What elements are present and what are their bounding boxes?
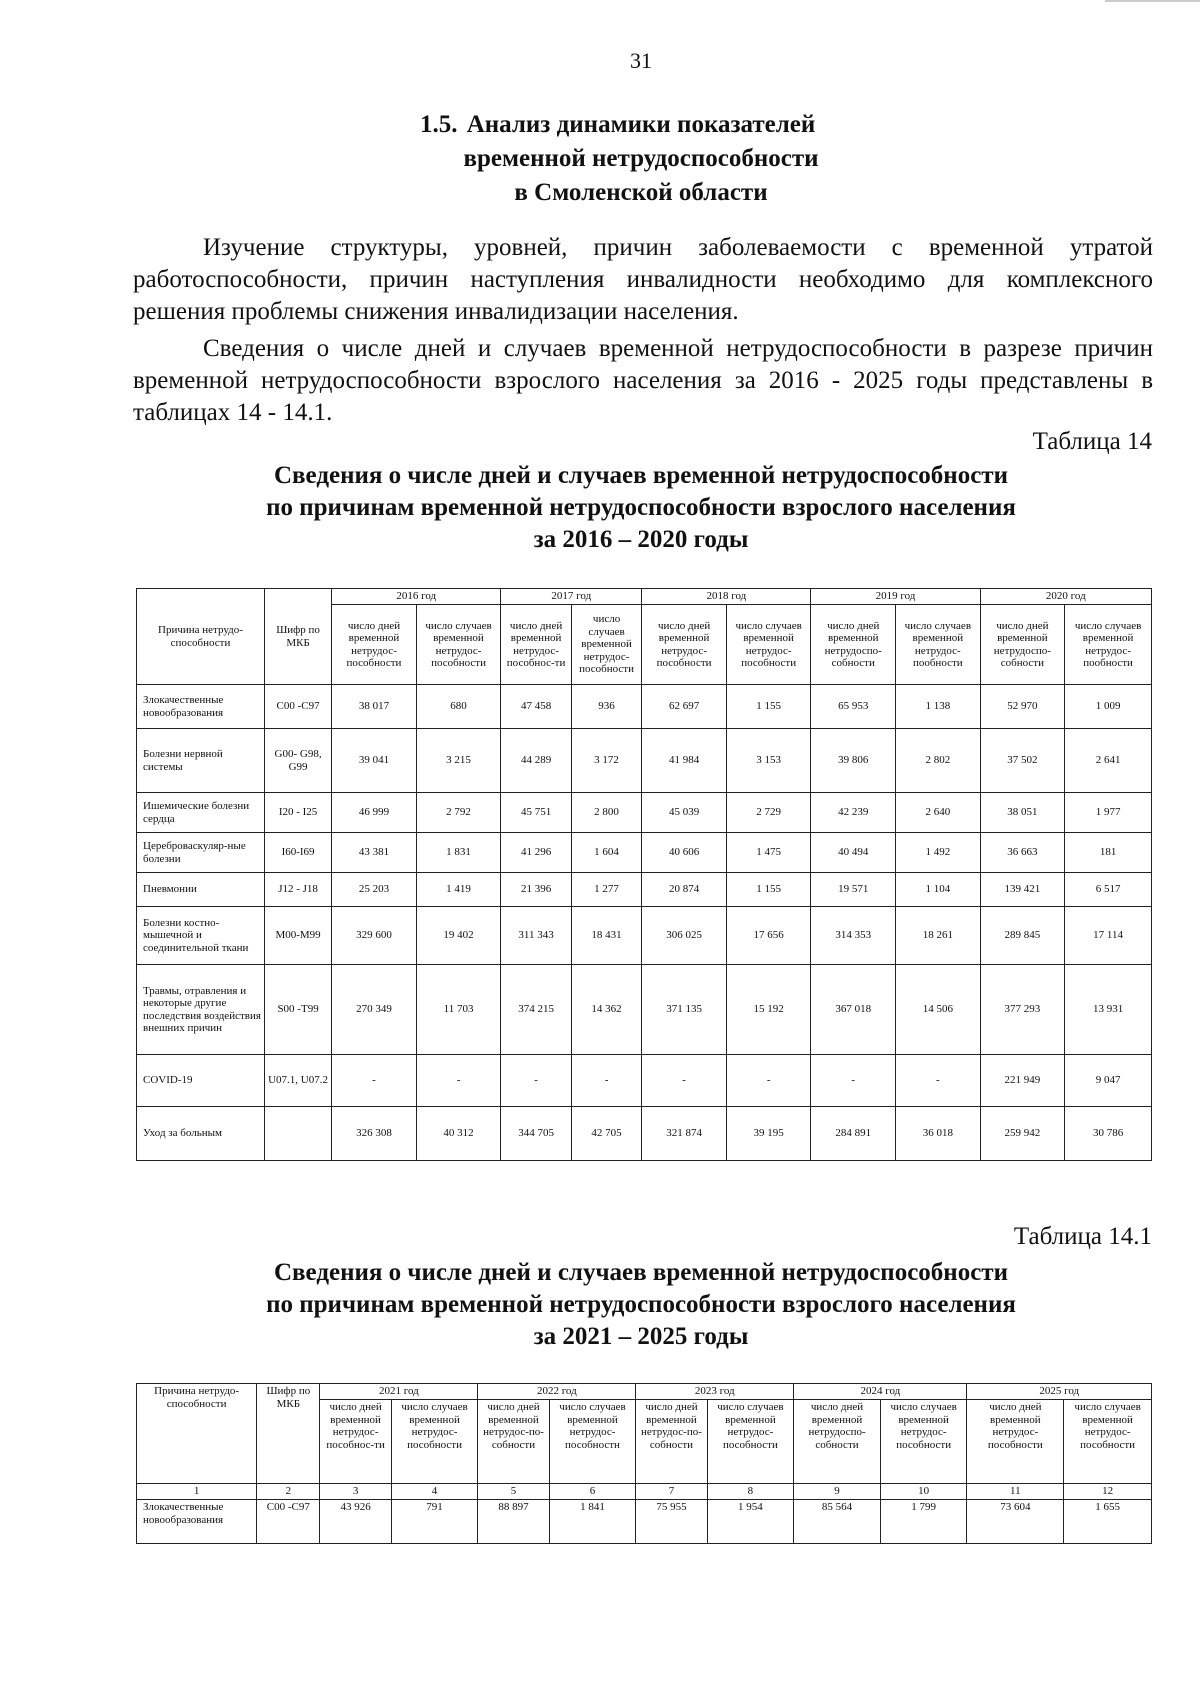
cause-cell: Злокачественные новообразования	[137, 685, 265, 729]
scan-edge-mark	[1105, 0, 1200, 2]
code-cell: S00 -T99	[264, 965, 331, 1055]
value-cell: 1 104	[896, 873, 981, 907]
table-row	[137, 965, 1152, 1055]
value-cell: 367 018	[811, 965, 896, 1055]
value-cell: 62 697	[642, 685, 727, 729]
column-number: 8	[707, 1484, 794, 1500]
value-cell: 46 999	[332, 793, 417, 833]
header-metric: число случаев временной нетрудос-пособности	[726, 605, 811, 685]
value-cell: 311 343	[501, 907, 571, 965]
value-cell: 18 261	[896, 907, 981, 965]
value-cell: 1 492	[896, 833, 981, 873]
value-cell: 181	[1065, 833, 1152, 873]
value-cell: 791	[391, 1500, 478, 1544]
value-cell: 30 786	[1065, 1107, 1152, 1161]
table-row	[137, 793, 1152, 833]
header-metric: число дней временной нетрудоспо-собности	[980, 605, 1065, 685]
header-metric: число дней временной нетрудос-пособнос-ти	[501, 605, 571, 685]
value-cell: 377 293	[980, 965, 1065, 1055]
table-row	[137, 873, 1152, 907]
value-cell: 2 729	[726, 793, 811, 833]
cause-cell: Травмы, отравления и некоторые другие последствия воздействия внешних причин	[137, 965, 265, 1055]
table-row	[137, 907, 1152, 965]
value-cell: 40 494	[811, 833, 896, 873]
value-cell: 1 841	[549, 1500, 636, 1544]
value-cell: 2 640	[896, 793, 981, 833]
cause-cell: Уход за больным	[137, 1107, 265, 1161]
value-cell: 1 419	[416, 873, 501, 907]
cause-cell: Болезни костно-мышечной и соединительной ткани	[137, 907, 265, 965]
value-cell: 321 874	[642, 1107, 727, 1161]
table-title-line: за 2016 – 2020 годы	[533, 526, 749, 553]
column-number: 7	[636, 1484, 707, 1500]
table-row	[137, 729, 1152, 793]
value-cell: -	[896, 1055, 981, 1107]
value-cell: 18 431	[571, 907, 641, 965]
value-cell: 259 942	[980, 1107, 1065, 1161]
table-row	[137, 833, 1152, 873]
header-year: 2017 год	[501, 589, 642, 605]
column-number: 6	[549, 1484, 636, 1500]
value-cell: -	[726, 1055, 811, 1107]
table-14-1	[136, 1383, 1152, 1544]
value-cell: 52 970	[980, 685, 1065, 729]
header-code: Шифр по МКБ	[257, 1384, 320, 1484]
value-cell: 14 362	[571, 965, 641, 1055]
header-metric: число случаев временной нетрудос-пообности	[896, 605, 981, 685]
cause-cell: Злокачественные новообразования	[137, 1500, 257, 1544]
table-14-1-caption: Таблица 14.1	[1013, 1223, 1152, 1250]
column-number: 10	[880, 1484, 967, 1500]
value-cell: 65 953	[811, 685, 896, 729]
value-cell: -	[811, 1055, 896, 1107]
value-cell: 306 025	[642, 907, 727, 965]
value-cell: 43 381	[332, 833, 417, 873]
value-cell: 25 203	[332, 873, 417, 907]
value-cell: 41 984	[642, 729, 727, 793]
intro-paragraph: Изучение структуры, уровней, причин заболеваемости с временной утратой работоспособности, причин наступления инвалидности необходимо для комплексного решения проблемы снижения инвалидизации населения.	[133, 234, 1153, 325]
table-14-title	[0, 460, 1200, 556]
table-row	[137, 685, 1152, 729]
value-cell: 47 458	[501, 685, 571, 729]
value-cell: 3 215	[416, 729, 501, 793]
value-cell: 75 955	[636, 1500, 707, 1544]
header-metric: число дней временной нетрудос-по-собности	[478, 1400, 549, 1484]
header-year: 2025 год	[967, 1384, 1152, 1400]
table-row	[137, 1500, 1152, 1544]
value-cell: -	[571, 1055, 641, 1107]
header-metric: число дней временной нетрудоспо-собности	[811, 605, 896, 685]
header-code: Шифр по МКБ	[264, 589, 331, 685]
value-cell: 21 396	[501, 873, 571, 907]
table-14-1-title	[0, 1257, 1200, 1353]
value-cell: 3 153	[726, 729, 811, 793]
header-metric: число случаев временной нетрудос-пособности	[571, 605, 641, 685]
cause-cell: COVID-19	[137, 1055, 265, 1107]
value-cell: 1 831	[416, 833, 501, 873]
column-number: 12	[1064, 1484, 1152, 1500]
value-cell: 1 954	[707, 1500, 794, 1544]
value-cell: 38 051	[980, 793, 1065, 833]
value-cell: 2 792	[416, 793, 501, 833]
value-cell: 1 155	[726, 685, 811, 729]
value-cell: 1 799	[880, 1500, 967, 1544]
code-cell: I60-I69	[264, 833, 331, 873]
value-cell: -	[501, 1055, 571, 1107]
value-cell: 1 604	[571, 833, 641, 873]
header-metric: число дней временной нетрудос-пособности	[332, 605, 417, 685]
value-cell: 42 239	[811, 793, 896, 833]
column-number: 11	[967, 1484, 1064, 1500]
page-number: 31	[630, 48, 652, 73]
value-cell: 284 891	[811, 1107, 896, 1161]
value-cell: 344 705	[501, 1107, 571, 1161]
column-number: 4	[391, 1484, 478, 1500]
cause-cell: Болезни нервной системы	[137, 729, 265, 793]
header-year: 2023 год	[636, 1384, 794, 1400]
code-cell: I20 - I25	[264, 793, 331, 833]
value-cell: 39 806	[811, 729, 896, 793]
value-cell: 15 192	[726, 965, 811, 1055]
value-cell: 73 604	[967, 1500, 1064, 1544]
header-year: 2022 год	[478, 1384, 636, 1400]
column-number: 5	[478, 1484, 549, 1500]
section-title	[0, 108, 1200, 210]
value-cell: 13 931	[1065, 965, 1152, 1055]
header-cause: Причина нетрудо-способности	[137, 1384, 257, 1484]
code-cell: М00-М99	[264, 907, 331, 965]
section-title-line: временной нетрудоспособности	[463, 145, 819, 172]
value-cell: 314 353	[811, 907, 896, 965]
column-number: 2	[257, 1484, 320, 1500]
code-cell	[264, 1107, 331, 1161]
value-cell: 45 751	[501, 793, 571, 833]
code-cell: U07.1, U07.2	[264, 1055, 331, 1107]
header-year: 2020 год	[980, 589, 1151, 605]
value-cell: 329 600	[332, 907, 417, 965]
value-cell: 19 571	[811, 873, 896, 907]
header-metric: число дней временной нетрудос-пособности	[642, 605, 727, 685]
value-cell: 1 138	[896, 685, 981, 729]
value-cell: 680	[416, 685, 501, 729]
value-cell: 45 039	[642, 793, 727, 833]
code-cell: J12 - J18	[264, 873, 331, 907]
header-metric: число случаев временной нетрудос-пообности	[1065, 605, 1152, 685]
value-cell: 19 402	[416, 907, 501, 965]
value-cell: 40 606	[642, 833, 727, 873]
value-cell: 289 845	[980, 907, 1065, 965]
table-14-caption: Таблица 14	[1032, 428, 1152, 455]
value-cell: 39 041	[332, 729, 417, 793]
value-cell: 326 308	[332, 1107, 417, 1161]
value-cell: -	[642, 1055, 727, 1107]
header-metric: число случаев временной нетрудос-пособности	[1064, 1400, 1152, 1484]
value-cell: 1 009	[1065, 685, 1152, 729]
value-cell: -	[416, 1055, 501, 1107]
value-cell: 270 349	[332, 965, 417, 1055]
value-cell: 2 641	[1065, 729, 1152, 793]
tables-reference-paragraph: Сведения о числе дней и случаев временной нетрудоспособности в разрезе причин временной нетрудоспособности взрослого населения за 2016 - 2025 годы представлены в таблицах 14 - 14.1.	[133, 335, 1153, 426]
value-cell: 20 874	[642, 873, 727, 907]
value-cell: 2 802	[896, 729, 981, 793]
header-year: 2018 год	[642, 589, 811, 605]
value-cell: 43 926	[320, 1500, 391, 1544]
value-cell: 37 502	[980, 729, 1065, 793]
header-metric: число случаев временной нетрудос-пособности	[416, 605, 501, 685]
value-cell: 371 135	[642, 965, 727, 1055]
table-title-line: по причинам временной нетрудоспособности взрослого населения	[266, 1291, 1016, 1318]
header-year: 2019 год	[811, 589, 980, 605]
column-number: 1	[137, 1484, 257, 1500]
value-cell: 1 277	[571, 873, 641, 907]
code-cell: G00- G98, G99	[264, 729, 331, 793]
value-cell: -	[332, 1055, 417, 1107]
table-title-line: за 2021 – 2025 годы	[533, 1323, 749, 1350]
cause-cell: Ишемические болезни сердца	[137, 793, 265, 833]
column-number: 3	[320, 1484, 391, 1500]
table-title-line: Сведения о числе дней и случаев временной нетрудоспособности	[274, 462, 1008, 489]
header-cause: Причина нетрудо-способности	[137, 589, 265, 685]
value-cell: 374 215	[501, 965, 571, 1055]
header-year: 2021 год	[320, 1384, 478, 1400]
value-cell: 40 312	[416, 1107, 501, 1161]
value-cell: 38 017	[332, 685, 417, 729]
value-cell: 9 047	[1065, 1055, 1152, 1107]
column-number: 9	[794, 1484, 881, 1500]
section-title-line: Анализ динамики показателей	[466, 111, 816, 138]
value-cell: 139 421	[980, 873, 1065, 907]
header-metric: число дней временной нетрудос-пособнос-ти	[320, 1400, 391, 1484]
value-cell: 36 663	[980, 833, 1065, 873]
value-cell: 39 195	[726, 1107, 811, 1161]
value-cell: 11 703	[416, 965, 501, 1055]
code-cell: С00 -С97	[257, 1500, 320, 1544]
column-numbering-row	[137, 1484, 1152, 1500]
value-cell: 14 506	[896, 965, 981, 1055]
header-metric: число дней временной нетрудос-по-собности	[636, 1400, 707, 1484]
value-cell: 17 114	[1065, 907, 1152, 965]
value-cell: 2 800	[571, 793, 641, 833]
header-metric: число дней временной нетрудоспо-собности	[794, 1400, 881, 1484]
value-cell: 85 564	[794, 1500, 881, 1544]
value-cell: 1 977	[1065, 793, 1152, 833]
value-cell: 17 656	[726, 907, 811, 965]
value-cell: 36 018	[896, 1107, 981, 1161]
header-metric: число случаев временной нетрудос-пособности	[391, 1400, 478, 1484]
header-metric: число случаев временной нетрудос-пособности	[707, 1400, 794, 1484]
section-number: 1.5.	[420, 111, 458, 138]
value-cell: 1 655	[1064, 1500, 1152, 1544]
value-cell: 6 517	[1065, 873, 1152, 907]
value-cell: 1 155	[726, 873, 811, 907]
section-title-line: в Смоленской области	[514, 179, 768, 206]
table-title-line: Сведения о числе дней и случаев временной нетрудоспособности	[274, 1259, 1008, 1286]
value-cell: 88 897	[478, 1500, 549, 1544]
table-row	[137, 1107, 1152, 1161]
table-row	[137, 1055, 1152, 1107]
cause-cell: Пневмонии	[137, 873, 265, 907]
table-14	[136, 588, 1152, 1161]
value-cell: 42 705	[571, 1107, 641, 1161]
value-cell: 41 296	[501, 833, 571, 873]
header-metric: число случаев временной нетрудос-пособности	[880, 1400, 967, 1484]
header-year: 2016 год	[332, 589, 501, 605]
code-cell: С00 -С97	[264, 685, 331, 729]
header-year: 2024 год	[794, 1384, 967, 1400]
cause-cell: Цереброваскуляр-ные болезни	[137, 833, 265, 873]
value-cell: 3 172	[571, 729, 641, 793]
value-cell: 44 289	[501, 729, 571, 793]
table-title-line: по причинам временной нетрудоспособности взрослого населения	[266, 494, 1016, 521]
value-cell: 1 475	[726, 833, 811, 873]
header-metric: число случаев временной нетрудос-пособностн	[549, 1400, 636, 1484]
value-cell: 221 949	[980, 1055, 1065, 1107]
header-metric: число дней временной нетрудос-пособности	[967, 1400, 1064, 1484]
value-cell: 936	[571, 685, 641, 729]
